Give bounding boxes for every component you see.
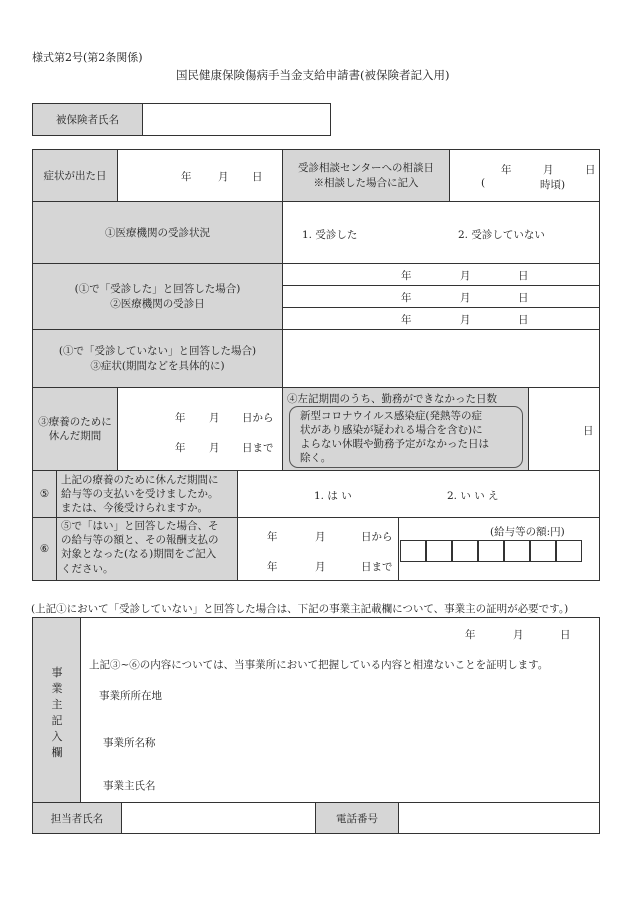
q4-label: ④左記期間のうち、勤務ができなかった日数 新型コロナウイルス感染症(発熱等の症 状があり感染が疑われる場合を含む)に よらない休暇や勤務予定がなかった日は 除く。 xyxy=(282,387,529,471)
employer-date-year: 年 xyxy=(465,629,476,641)
consult-date-label: 受診相談センターへの相談日 ※相談した場合に記入 xyxy=(282,149,450,202)
q5-question: 上記の療養のために休んだ期間に 給与等の支払いを受けましたか。 または、今後受けられますか。 xyxy=(56,470,238,518)
employer-notice: (上記①において「受診していない」と回答した場合は、下記の事業主記載欄について、事業主の証明が必要です。) xyxy=(31,603,569,615)
employer-side-label-text: 事業主記入欄 xyxy=(51,666,63,759)
q1-label: ①医療機関の受診状況 xyxy=(32,201,283,264)
employer-date-day: 日 xyxy=(560,629,571,641)
phone-label: 電話番号 xyxy=(315,802,399,834)
q6-question: ⑤で「はい」と回答した場合、そ の給与等の額と、その報酬支払の 対象となった(なる)期間をご記入 ください。 xyxy=(56,517,238,581)
employer-date-month: 月 xyxy=(513,629,524,641)
amount-digit-box[interactable] xyxy=(400,540,426,562)
consult-date-field[interactable]: 年 月 日 ( 時頃) xyxy=(449,149,600,202)
symptom-date-field[interactable]: 年 月 日 xyxy=(117,149,283,202)
q6-number: ⑥ xyxy=(32,517,57,581)
employer-side-label xyxy=(32,617,81,803)
insured-name-label: 被保険者氏名 xyxy=(32,103,143,136)
q1-option-not-visited[interactable]: 2. 受診していない xyxy=(458,229,545,241)
amount-digit-box[interactable] xyxy=(504,540,530,562)
q6-period-field[interactable]: 年 月 日から 年 月 日まで xyxy=(237,517,399,581)
q6-amount-field: (給与等の額:円) xyxy=(398,517,600,581)
amount-digit-box[interactable] xyxy=(556,540,582,562)
q2-date-row-3[interactable]: 年 月 日 xyxy=(282,307,600,330)
q2-label: (①で「受診した」と回答した場合) ②医療機関の受診日 xyxy=(32,263,283,330)
staff-name-field[interactable] xyxy=(121,802,316,834)
q5-option-yes[interactable]: 1. は い xyxy=(314,490,352,502)
q5-options xyxy=(237,470,600,518)
insured-name-field[interactable] xyxy=(142,103,331,136)
amount-digit-box[interactable] xyxy=(478,540,504,562)
staff-name-label: 担当者氏名 xyxy=(32,802,122,834)
phone-field[interactable] xyxy=(398,802,600,834)
page-title: 国民健康保険傷病手当金支給申請書(被保険者記入用) xyxy=(176,68,450,82)
q5-number: ⑤ xyxy=(32,470,57,518)
employer-certify-text: 上記③~⑥の内容については、当事業所において把握している内容と相違ないことを証明します。 xyxy=(89,659,549,671)
employer-section xyxy=(32,617,600,803)
rest-period-field[interactable]: 年 月 日から 年 月 日まで xyxy=(117,387,283,471)
employer-address-label: 事業所所在地 xyxy=(99,690,162,702)
symptom-date-label: 症状が出た日 xyxy=(32,149,118,202)
form-number: 様式第2号(第2条関係) xyxy=(32,51,143,64)
q1-option-visited[interactable]: 1. 受診した xyxy=(302,229,358,241)
employer-office-name-label: 事業所名称 xyxy=(103,737,156,749)
amount-digit-box[interactable] xyxy=(530,540,556,562)
q3-symptom-field[interactable] xyxy=(282,329,600,388)
employer-owner-name-label: 事業主氏名 xyxy=(103,780,156,792)
amount-digit-box[interactable] xyxy=(426,540,452,562)
q2-date-row-2[interactable]: 年 月 日 xyxy=(282,285,600,308)
q3-label: (①で「受診していない」と回答した場合) ③症状(期間などを具体的に) xyxy=(32,329,283,388)
rest-period-label: ③療養のために 休んだ期間 xyxy=(32,387,118,471)
q2-date-row-1[interactable]: 年 月 日 xyxy=(282,263,600,286)
q4-days-field[interactable]: 日 xyxy=(528,387,600,471)
amount-digit-box[interactable] xyxy=(452,540,478,562)
q5-option-no[interactable]: 2. い い え xyxy=(447,490,499,502)
q1-options xyxy=(282,201,600,264)
